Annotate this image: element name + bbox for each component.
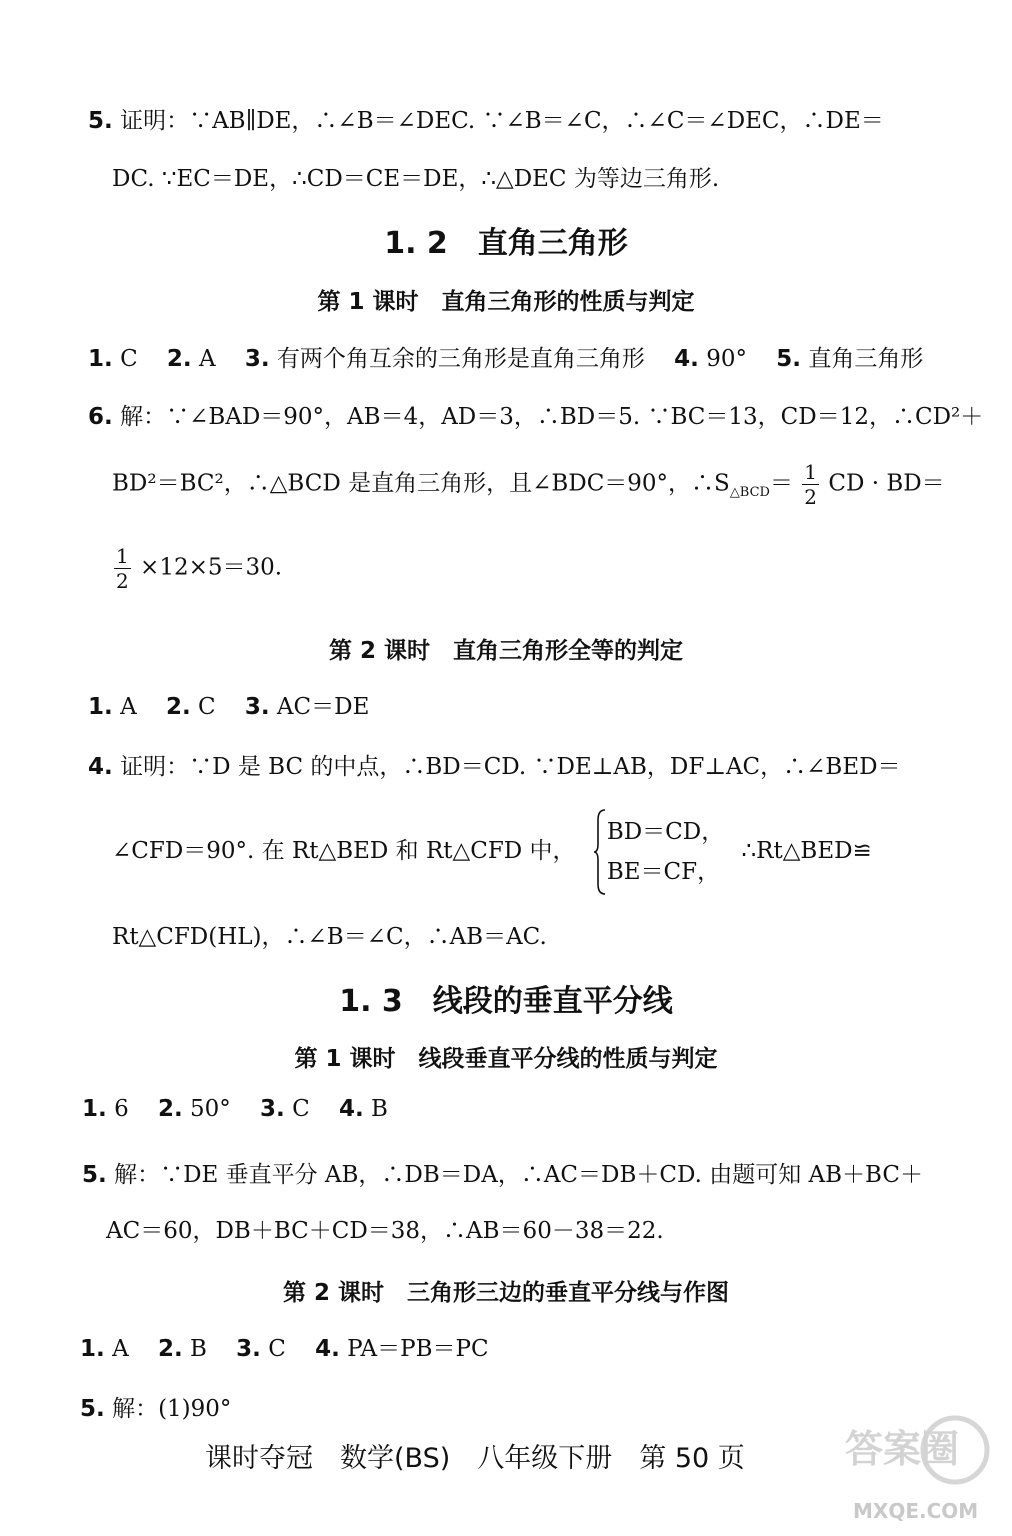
answer-text: C (268, 1336, 286, 1362)
answer-text: C (198, 694, 216, 720)
answer-text: CD · BD＝ (828, 470, 945, 497)
watermark-logo-text: 答案圈 (845, 1427, 960, 1471)
fraction-half (114, 546, 131, 591)
s12-l2-answers (88, 688, 369, 721)
question-number: 6. (88, 404, 113, 430)
answer-text: 证明：∵AB∥DE，∴∠B＝∠DEC. ∵∠B＝∠C，∴∠C＝∠DEC，∴DE＝ (120, 108, 884, 134)
answer-text: 解：(1)90° (112, 1396, 232, 1422)
answer-text: B (371, 1096, 388, 1122)
answer-text: BD²＝BC²，∴△BCD 是直角三角形，且∠BDC＝90°，∴S (112, 470, 730, 497)
answer-text: ∠CFD＝90°. 在 Rt△BED 和 Rt△CFD 中， (112, 838, 576, 864)
watermark-logo-icon (835, 1410, 1005, 1530)
question-number: 3. (260, 1096, 285, 1122)
page-footer: 课时夺冠 数学(BS) 八年级下册 第 50 页 (205, 1443, 745, 1474)
answer-text: ×12×5＝30. (140, 554, 283, 581)
question-number: 4. (674, 346, 699, 372)
fraction-numerator: 1 (804, 460, 818, 484)
answer-text: 有两个角互余的三角形是直角三角形 (276, 346, 645, 372)
equation-system (593, 812, 724, 892)
lesson-title-1-2-2: 第 2 课时 直角三角形全等的判定 (328, 638, 684, 664)
answer-text: 证明：∵D 是 BC 的中点，∴BD＝CD. ∵DE⊥AB，DF⊥AC，∴∠BED＝ (120, 754, 901, 780)
answer-text: PA＝PB＝PC (347, 1336, 489, 1362)
question-number: 2. (166, 346, 192, 372)
lesson-title-1-3-2: 第 2 课时 三角形三边的垂直平分线与作图 (282, 1280, 730, 1306)
left-brace-icon (593, 808, 607, 896)
answer-text: ＝ (769, 470, 793, 497)
answer-text: 解：∵∠BAD＝90°，AB＝4，AD＝3，∴BD＝5. ∵BC＝13，CD＝12，∴CD²＋ (120, 404, 984, 430)
answer-text: 直角三角形 (808, 346, 924, 372)
question-number: 1. (88, 346, 113, 372)
answer-text: A (198, 346, 216, 372)
answer-text: C (292, 1096, 310, 1122)
section-title-1-2: 1. 2 直角三角形 (384, 226, 628, 261)
watermark-text: MXQE.COM (853, 1499, 979, 1523)
section-title-1-3: 1. 3 线段的垂直平分线 (339, 984, 673, 1019)
answer-text: A (112, 1336, 129, 1362)
question-number: 3. (244, 346, 270, 372)
s13-l1-answers (82, 1096, 388, 1122)
s11-q5-line2: DC. ∵EC＝DE，∴CD＝CE＝DE，∴△DEC 为等边三角形. (112, 166, 720, 192)
s12-q4-line2 (112, 812, 872, 892)
answer-text: ∴Rt△BED≌ (741, 838, 872, 864)
s12-q4-line1 (88, 748, 901, 781)
question-number: 5. (80, 1396, 105, 1422)
question-number: 5. (82, 1162, 107, 1188)
answer-text: 解：∵DE 垂直平分 AB，∴DB＝DA，∴AC＝DB＋CD. 由题可知 AB＋BC＋ (114, 1162, 923, 1188)
question-number: 1. (82, 1096, 107, 1122)
fraction-denominator: 2 (804, 485, 818, 509)
fraction-half (802, 462, 819, 507)
lesson-title-1-3-1: 第 1 课时 线段垂直平分线的性质与判定 (294, 1046, 718, 1072)
system-line: BD＝CD， (606, 819, 725, 845)
s12-q4-line3: Rt△CFD(HL)，∴∠B＝∠C，∴AB＝AC. (112, 924, 547, 950)
system-line: BE＝CF， (606, 859, 721, 885)
question-number: 4. (88, 754, 113, 780)
s13-q5-line1 (82, 1156, 923, 1189)
answer-text: AC＝DE (276, 694, 370, 720)
s12-q6-line1 (88, 398, 983, 431)
fraction-denominator: 2 (116, 569, 129, 593)
subscript: △BCD (729, 485, 770, 501)
question-number: 2. (157, 1336, 183, 1362)
s12-q6-line2 (112, 462, 945, 507)
answer-text: C (120, 346, 138, 372)
question-number: 3. (244, 694, 270, 720)
answer-text: 90° (706, 346, 748, 372)
s12-l1-answers (88, 340, 923, 373)
question-number: 1. (88, 694, 113, 720)
s13-l2-answers (80, 1330, 489, 1363)
question-number: 2. (165, 694, 191, 720)
s11-q5-line1 (88, 102, 884, 135)
s13-q5-line2: AC＝60，DB＋BC＋CD＝38，∴AB＝60－38＝22. (106, 1218, 664, 1244)
s13-q5-partial (80, 1390, 231, 1423)
answer-text: B (190, 1336, 207, 1362)
question-number: 3. (236, 1336, 261, 1362)
answer-text: 6 (114, 1096, 129, 1122)
answer-text: A (120, 694, 137, 720)
question-number: 5. (776, 346, 802, 372)
fraction-numerator: 1 (116, 544, 129, 568)
question-number: 4. (315, 1336, 340, 1362)
lesson-title-1-2-1: 第 1 课时 直角三角形的性质与判定 (317, 289, 695, 315)
question-number: 1. (80, 1336, 105, 1362)
s12-q6-line3 (112, 546, 282, 591)
answer-text: 50° (190, 1096, 231, 1122)
question-number: 2. (157, 1096, 183, 1122)
question-number: 4. (338, 1096, 364, 1122)
question-number: 5. (88, 108, 113, 134)
